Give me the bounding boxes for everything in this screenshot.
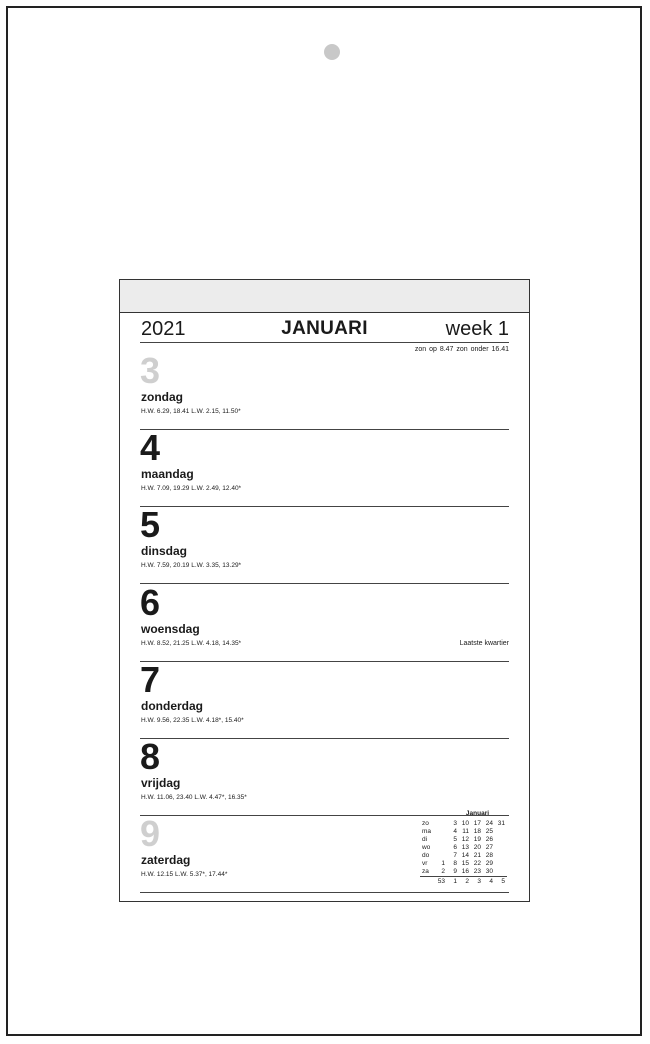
date-cell xyxy=(435,852,447,860)
week-label: week 1 xyxy=(445,318,509,340)
day-block xyxy=(140,350,509,430)
date-cell: 28 xyxy=(485,852,493,859)
sun-times: zon op 8.47 zon onder 16.41 xyxy=(414,346,509,353)
mini-calendar-row xyxy=(420,844,507,852)
date-cell xyxy=(495,836,507,844)
day-name: dinsdag xyxy=(141,544,188,559)
week-number: 5 xyxy=(495,877,507,887)
date-cell: 11 xyxy=(462,828,469,835)
day-name: vrijdag xyxy=(141,776,181,790)
date-cell: 10 xyxy=(461,820,469,827)
date-cell: 31 xyxy=(497,820,505,827)
date-cell: 26 xyxy=(485,836,493,843)
date-cell: 24 xyxy=(485,820,493,827)
date-cell: 18 xyxy=(473,828,481,835)
date-cell: 7 xyxy=(453,852,457,859)
mini-calendar-row xyxy=(420,860,507,868)
weekday-label: di xyxy=(421,836,428,843)
date-cell: 23 xyxy=(473,868,481,875)
mini-calendar xyxy=(420,810,507,886)
binding-strip xyxy=(120,280,529,313)
date-cell: 27 xyxy=(485,844,493,851)
date-cell xyxy=(495,852,507,860)
weekday-label: do xyxy=(421,852,430,859)
date-cell xyxy=(435,836,447,844)
date-cell: 9 xyxy=(453,868,457,875)
date-cell: 30 xyxy=(485,868,493,875)
weekday-label: za xyxy=(421,868,429,875)
date-cell: 21 xyxy=(473,852,481,859)
date-cell: 16 xyxy=(461,868,469,875)
day-number: 5 xyxy=(140,504,160,546)
week-number: 1 xyxy=(447,877,459,887)
week-number: 53 xyxy=(435,877,447,887)
date-cell: 20 xyxy=(473,844,481,851)
week-number: 4 xyxy=(483,877,495,887)
day-block xyxy=(140,427,509,507)
month-title: JANUARI xyxy=(281,318,368,339)
date-cell: 17 xyxy=(473,820,481,827)
tide-times: H.W. 11.06, 23.40 L.W. 4.47*, 16.35* xyxy=(141,794,247,801)
date-cell: 22 xyxy=(473,860,481,867)
weekday-label: wo xyxy=(421,844,431,851)
date-cell: 6 xyxy=(453,844,457,851)
day-block xyxy=(140,581,509,662)
year-label: 2021 xyxy=(141,318,186,340)
mini-calendar-row xyxy=(420,820,507,828)
mini-calendar-row xyxy=(420,868,507,877)
date-cell: 8 xyxy=(453,860,457,867)
date-cell: 3 xyxy=(453,820,457,827)
day-name: maandag xyxy=(141,467,194,482)
day-number: 3 xyxy=(140,350,160,391)
week-row-spacer xyxy=(420,877,435,887)
date-cell xyxy=(435,820,447,828)
weekday-label: zo xyxy=(421,820,429,827)
date-cell: 4 xyxy=(453,828,457,835)
date-cell: 14 xyxy=(461,852,469,859)
mini-calendar-row xyxy=(420,828,507,836)
date-cell: 2 xyxy=(441,868,445,875)
tide-times: H.W. 8.52, 21.25 L.W. 4.18, 14.35* xyxy=(141,639,242,647)
mini-calendar-title: Januari xyxy=(465,810,490,817)
date-cell xyxy=(495,844,507,852)
tide-times: H.W. 9.56, 22.35 L.W. 4.18*, 15.40* xyxy=(141,716,244,724)
week-numbers-row xyxy=(420,877,507,887)
day-name: woensdag xyxy=(141,621,200,636)
day-block xyxy=(140,736,509,816)
date-cell: 12 xyxy=(461,836,469,843)
day-name: donderdag xyxy=(141,698,203,713)
hanging-hole xyxy=(324,44,340,60)
day-name: zondag xyxy=(141,390,183,404)
day-block xyxy=(140,504,509,584)
date-cell: 29 xyxy=(485,860,493,867)
weekday-label: ma xyxy=(421,828,431,835)
day-number: 9 xyxy=(140,813,160,855)
date-cell xyxy=(495,828,507,836)
tide-times: H.W. 7.59, 20.19 L.W. 3.35, 13.29* xyxy=(141,562,242,570)
tide-times: H.W. 7.09, 19.29 L.W. 2.49, 12.40* xyxy=(141,485,242,493)
date-cell: 1 xyxy=(441,860,445,867)
day-block xyxy=(140,658,509,739)
date-cell: 5 xyxy=(453,836,457,843)
date-cell: 25 xyxy=(485,828,493,835)
day-name: zaterdag xyxy=(141,853,191,868)
date-cell xyxy=(435,828,447,836)
day-number: 7 xyxy=(140,658,160,700)
day-number: 4 xyxy=(140,427,160,469)
day-number: 8 xyxy=(140,736,160,777)
date-cell xyxy=(495,868,507,877)
tide-times: H.W. 12.15 L.W. 5.37*, 17.44* xyxy=(141,871,228,879)
tide-times: H.W. 6.29, 18.41 L.W. 2.15, 11.50* xyxy=(141,408,241,415)
date-cell: 19 xyxy=(473,836,481,843)
mini-calendar-grid xyxy=(420,820,507,886)
week-number: 2 xyxy=(459,877,471,887)
weekday-label: vr xyxy=(421,860,428,867)
mini-calendar-row xyxy=(420,836,507,844)
date-cell xyxy=(495,860,507,868)
date-cell xyxy=(435,844,447,852)
date-cell: 13 xyxy=(461,844,469,851)
calendar-page xyxy=(119,279,530,902)
day-number: 6 xyxy=(140,581,160,623)
date-cell: 15 xyxy=(461,860,469,867)
week-number: 3 xyxy=(471,877,483,887)
moon-phase-note: Laatste kwartier xyxy=(459,639,509,647)
mini-calendar-row xyxy=(420,852,507,860)
header-divider xyxy=(140,342,509,343)
